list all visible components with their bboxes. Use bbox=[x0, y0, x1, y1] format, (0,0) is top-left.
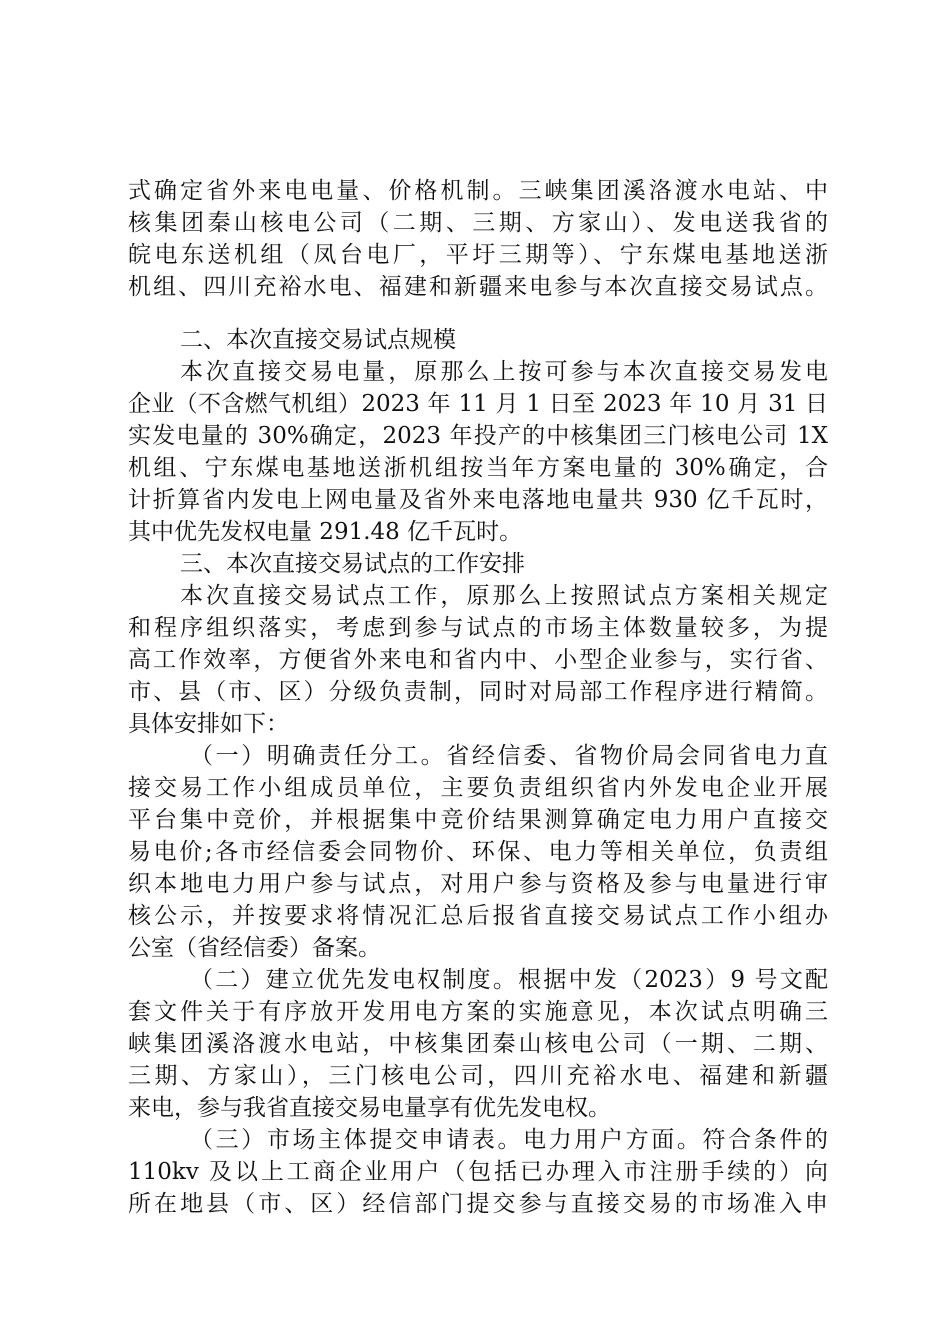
text-line: 套文件关于有序放开发用电方案的实施意见，本次试点明确三 bbox=[128, 999, 828, 1025]
text-line: 平台集中竞价，并根据集中竞价结果测算确定电力用户直接交 bbox=[128, 807, 828, 833]
text-line: 三期、方家山），三门核电公司，四川充裕水电、福建和新疆 bbox=[128, 1063, 828, 1089]
text-line: 计折算省内发电上网电量及省外来电落地电量共 930 亿千瓦时， bbox=[128, 487, 828, 513]
text-line: 机组、四川充裕水电、福建和新疆来电参与本次直接交易试点。 bbox=[128, 274, 828, 300]
text-line: （二）建立优先发电权制度。根据中发（2023）9 号文配 bbox=[190, 967, 828, 993]
text-line: 皖电东送机组（凤台电厂，平圩三期等）、宁东煤电基地送浙 bbox=[128, 242, 828, 268]
text-line: 其中优先发权电量 291.48 亿千瓦时。 bbox=[128, 519, 523, 545]
text-line: 核公示，并按要求将情况汇总后报省直接交易试点工作小组办 bbox=[128, 903, 828, 929]
text-line: 公室（省经信委）备案。 bbox=[128, 935, 381, 961]
text-line: 接交易工作小组成员单位，主要负责组织省内外发电企业开展 bbox=[128, 775, 828, 801]
text-line: 易电价;各市经信委会同物价、环保、电力等相关单位，负责组 bbox=[128, 839, 828, 865]
text-line: 本次直接交易电量，原那么上按可参与本次直接交易发电 bbox=[180, 359, 828, 385]
text-line: 来电，参与我省直接交易电量享有优先发电权。 bbox=[128, 1095, 611, 1121]
text-line: 企业（不含燃气机组）2023 年 11 月 1 日至 2023 年 10 月 31 日 bbox=[128, 391, 828, 417]
section-heading-arrangement: 三、本次直接交易试点的工作安排 bbox=[180, 551, 525, 577]
text-line: 式确定省外来电电量、价格机制。三峡集团溪洛渡水电站、中 bbox=[128, 178, 828, 204]
text-line: 机组、宁东煤电基地送浙机组按当年方案电量的 30%确定，合 bbox=[128, 455, 828, 481]
text-line: 实发电量的 30%确定，2023 年投产的中核集团三门核电公司 1X bbox=[128, 423, 828, 449]
text-line: 本次直接交易试点工作，原那么上按照试点方案相关规定 bbox=[180, 583, 828, 609]
text-line: （一）明确责任分工。省经信委、省物价局会同省电力直 bbox=[190, 743, 828, 769]
text-line: （三）市场主体提交申请表。电力用户方面。符合条件的 bbox=[190, 1127, 828, 1153]
text-line: 峡集团溪洛渡水电站，中核集团秦山核电公司（一期、二期、 bbox=[128, 1031, 828, 1057]
body-sections bbox=[128, 324, 828, 1220]
intro-paragraph bbox=[128, 175, 828, 303]
text-line: 110kv 及以上工商企业用户（包括已办理入市注册手续的）向 bbox=[128, 1159, 828, 1185]
text-line: 市、县（市、区）分级负责制，同时对局部工作程序进行精简。 bbox=[128, 679, 828, 705]
text-line: 和程序组织落实，考虑到参与试点的市场主体数量较多，为提 bbox=[128, 615, 828, 641]
text-line: 具体安排如下： bbox=[128, 711, 289, 737]
text-line: 所在地县（市、区）经信部门提交参与直接交易的市场准入申 bbox=[128, 1191, 828, 1217]
text-line: 核集团秦山核电公司（二期、三期、方家山）、发电送我省的 bbox=[128, 210, 828, 236]
text-line: 高工作效率，方便省外来电和省内中、小型企业参与，实行省、 bbox=[128, 647, 828, 673]
text-line: 织本地电力用户参与试点，对用户参与资格及参与电量进行审 bbox=[128, 871, 828, 897]
section-heading-scale: 二、本次直接交易试点规模 bbox=[180, 327, 456, 353]
